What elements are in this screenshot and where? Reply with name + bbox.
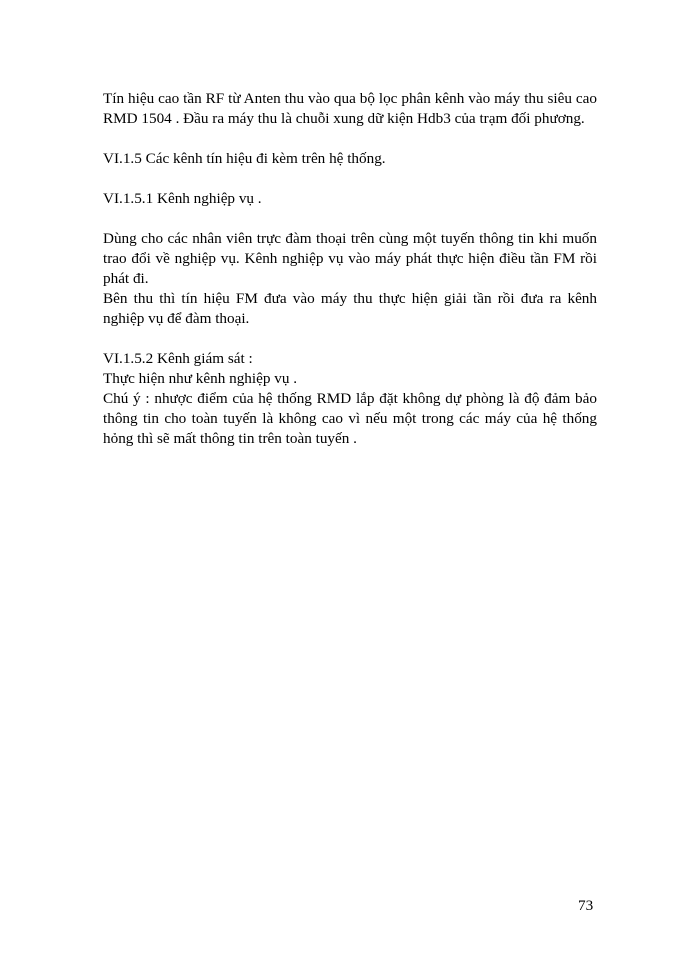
paragraph-receiver-side: Bên thu thì tín hiệu FM đưa vào máy thu thực hiện giải tần rồi đưa ra kênh nghiệp vụ để đàm thoại. [103,290,597,327]
page-body [103,89,597,449]
paragraph-monitoring: Thực hiện như kênh nghiệp vụ . [103,370,298,387]
heading-section-vi-1-5-1: VI.1.5.1 Kênh nghiệp vụ . [103,190,262,207]
heading-section-vi-1-5: VI.1.5 Các kênh tín hiệu đi kèm trên hệ thống. [103,150,386,167]
paragraph-note: Chú ý : nhược điểm của hệ thống RMD lắp đặt không dự phòng là độ đảm bảo thông tin cho toàn tuyến là không cao vì nếu một trong các máy của hệ thống hỏng thì sẽ mất thông tin trên toàn tuyến . [103,390,597,447]
paragraph-rf-signal: Tín hiệu cao tần RF từ Anten thu vào qua bộ lọc phân kênh vào máy thu siêu cao RMD 1504 . Đầu ra máy thu là chuỗi xung dữ kiện Hdb3 của trạm đối phương. [103,90,597,127]
heading-section-vi-1-5-2: VI.1.5.2 Kênh giám sát : [103,350,253,367]
paragraph-service-channel: Dùng cho các nhân viên trực đàm thoại trên cùng một tuyến thông tin khi muốn trao đổi về nghiệp vụ. Kênh nghiệp vụ vào máy phát thực hiện điều tần FM rồi phát đi. [103,230,597,287]
page-number: 73 [578,897,594,914]
